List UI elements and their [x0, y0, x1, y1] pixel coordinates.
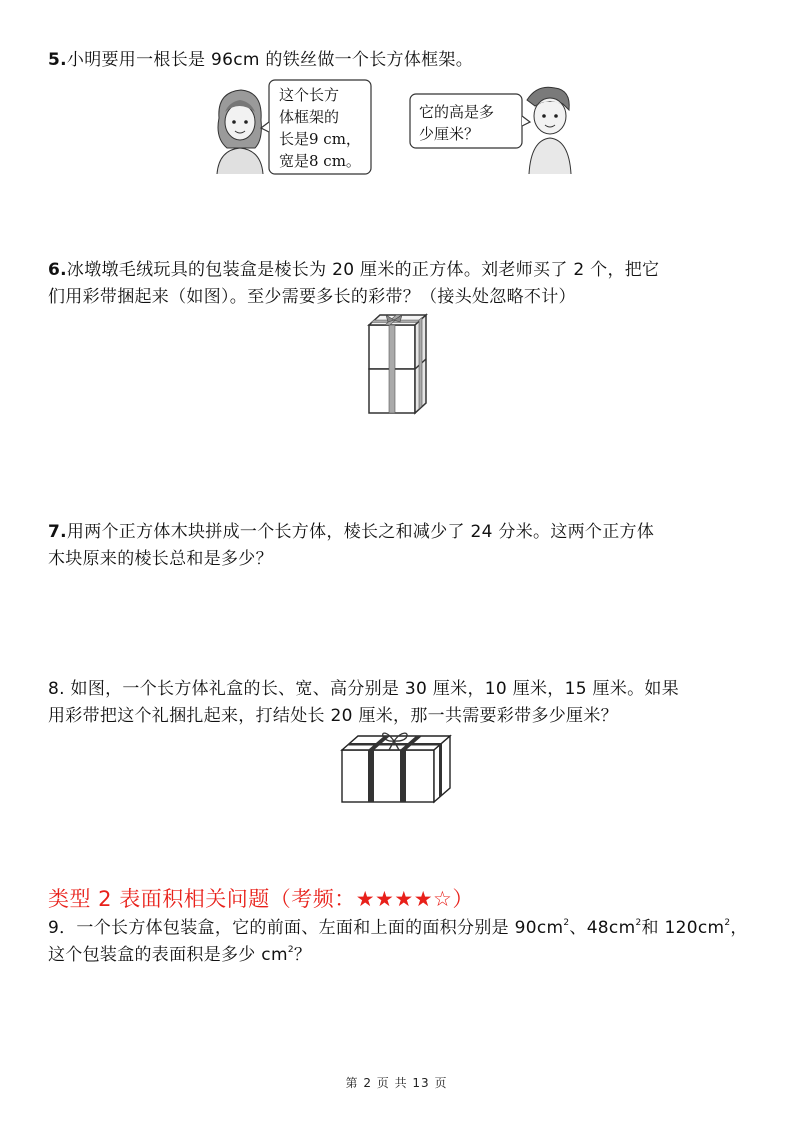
- question-6: [48, 257, 748, 311]
- girl-icon: [217, 90, 263, 174]
- girl-bubble-line-4: 宽是8 cm。: [279, 152, 361, 170]
- boy-icon: [527, 87, 571, 174]
- question-8-line-2: 用彩带把这个礼捆扎起来，打结处长 20 厘米，那一共需要彩带多少厘米？: [48, 706, 618, 726]
- section-title: 类型 2 表面积相关问题（考频：★★★★☆）: [48, 887, 474, 911]
- question-5-number: 5.: [48, 50, 67, 70]
- question-9-line-1-c: 和 120cm: [641, 918, 725, 938]
- question-8: [48, 676, 748, 730]
- question-5-illustration: [205, 78, 575, 178]
- boy-speech-bubble: [410, 94, 530, 148]
- question-9-line-2-a: 这个包装盒的表面积是多少 cm: [48, 945, 288, 965]
- question-9-line-1-b: 、48cm: [569, 918, 636, 938]
- question-9: [48, 915, 748, 969]
- question-5: [48, 47, 748, 74]
- question-7: [48, 519, 748, 573]
- superscript-2: 2: [635, 918, 642, 928]
- girl-bubble-line-3: 长是9 cm，: [279, 130, 361, 148]
- boy-bubble-line-1: 它的高是多: [419, 103, 495, 121]
- question-8-line-1: 8. 如图，一个长方体礼盒的长、宽、高分别是 30 厘米，10 厘米，15 厘米。如果: [48, 679, 680, 699]
- question-5-text: 小明要用一根长是 96cm 的铁丝做一个长方体框架。: [66, 50, 474, 70]
- gift-box-figure: [336, 728, 458, 808]
- question-9-line-1-a: 9．一个长方体包装盒，它的前面、左面和上面的面积分别是 90cm: [48, 918, 564, 938]
- question-7-line-2: 木块原来的棱长总和是多少？: [48, 549, 273, 569]
- question-7-number: 7.: [48, 522, 67, 542]
- question-6-line-1: 冰墩墩毛绒玩具的包装盒是棱长为 20 厘米的正方体。刘老师买了 2 个，把它: [66, 260, 660, 280]
- superscript-2: 2: [287, 945, 294, 955]
- superscript-2: 2: [563, 918, 570, 928]
- question-9-line-1-d: ，: [730, 918, 748, 938]
- girl-bubble-line-2: 体框架的: [279, 108, 340, 126]
- page-footer: 第 2 页 共 13 页: [345, 1076, 448, 1090]
- question-7-line-1: 用两个正方体木块拼成一个长方体，棱长之和减少了 24 分米。这两个正方体: [66, 522, 655, 542]
- question-9-line-2-b: ？: [293, 945, 312, 965]
- question-6-line-2: 们用彩带捆起来（如图）。至少需要多长的彩带？（接头处忽略不计）: [48, 287, 576, 307]
- stacked-cubes-figure: [360, 312, 432, 416]
- girl-bubble-line-1: 这个长方: [279, 86, 340, 104]
- girl-speech-bubble: [261, 80, 371, 174]
- question-6-number: 6.: [48, 260, 67, 280]
- boy-bubble-line-2: 少厘米？: [419, 125, 480, 143]
- superscript-2: 2: [724, 918, 731, 928]
